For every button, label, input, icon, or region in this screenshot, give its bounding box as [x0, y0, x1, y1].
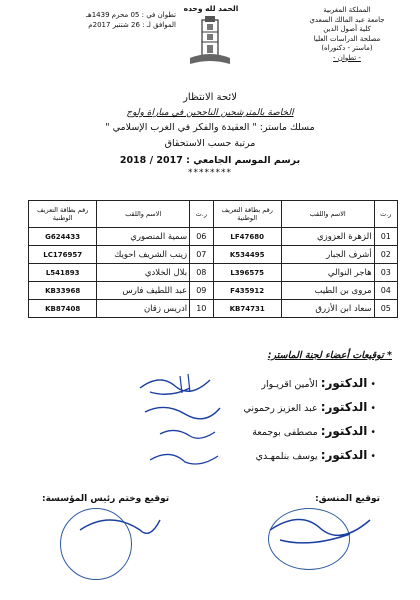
- table-row: [29, 300, 398, 318]
- name-cell: عبد اللطيف فارس: [97, 282, 190, 300]
- member-prefix: الدكتور:: [320, 400, 368, 414]
- table-row: [29, 282, 398, 300]
- separator-stars: ********: [188, 168, 232, 178]
- name-cell: بلال الخلادي: [97, 264, 190, 282]
- rank-cell: 04: [374, 282, 397, 300]
- member-prefix: الدكتور:: [320, 448, 368, 462]
- rank-cell: 07: [190, 246, 213, 264]
- id-cell: KB74731: [213, 300, 281, 318]
- name-cell: أشرف الجبار: [281, 246, 374, 264]
- institution-line: المملكة المغربية: [323, 6, 371, 14]
- id-cell: L396575: [213, 264, 281, 282]
- id-cell: LF47680: [213, 228, 281, 246]
- name-cell: هاجر النوالي: [281, 264, 374, 282]
- basmala-heading: الحمد لله وحده: [183, 4, 239, 13]
- rank-cell: 08: [190, 264, 213, 282]
- list-subtitle: الخاصة بالمترشحين الناجحين في مباراة ولوج: [126, 108, 294, 118]
- date-block: [56, 10, 176, 30]
- institution-line: (ماستر - دكتوراه): [321, 44, 373, 52]
- table-header-row: [29, 201, 398, 228]
- president-signature-label: توقيع وختم رئيس المؤسسة:: [42, 494, 170, 504]
- date-hijri: تطوان في : 05 محرم 1439هـ: [85, 11, 176, 19]
- rank-cell: 09: [190, 282, 213, 300]
- name-cell: سعاد ابن الأزرق: [281, 300, 374, 318]
- rank-cell: 10: [190, 300, 213, 318]
- name-cell: ادريس زقان: [97, 300, 190, 318]
- name-cell: الزهرة العزوزي: [281, 228, 374, 246]
- name-cell: سمية المنصوري: [97, 228, 190, 246]
- member-prefix: الدكتور:: [320, 424, 368, 438]
- institution-line: كلية أصول الدين: [323, 25, 371, 33]
- list-title: لائحة الانتظار: [183, 92, 237, 103]
- institution-header: [288, 6, 406, 63]
- committee-signatures-title: * توقيعات أعضاء لجنة الماستر:: [267, 350, 392, 361]
- col-header-name: الاسم واللقب: [97, 201, 190, 228]
- id-cell: L541893: [29, 264, 97, 282]
- col-header-rank: ر.ت: [374, 201, 397, 228]
- col-header-name: الاسم واللقب: [281, 201, 374, 228]
- name-cell: زينب الشريف احويك: [97, 246, 190, 264]
- academic-year: برسم الموسم الجامعي : 2017 / 2018: [119, 155, 301, 166]
- institution-line: مصلحة الدراسات العليا: [313, 34, 381, 43]
- id-cell: KB87408: [29, 300, 97, 318]
- col-header-rank: ر.ت: [190, 201, 213, 228]
- col-header-id: رقم بطاقة التعريف الوطنية: [213, 201, 281, 228]
- id-cell: K534495: [213, 246, 281, 264]
- rank-cell: 05: [374, 300, 397, 318]
- program-name: مسلك ماستر: " العقيدة والفكر في الغرب الإسلامي ": [105, 122, 315, 133]
- id-cell: LC176957: [29, 246, 97, 264]
- committee-member: • الدكتور: مصطفى بوجمعة: [252, 424, 376, 438]
- rank-cell: 01: [374, 228, 397, 246]
- member-prefix: الدكتور:: [320, 376, 368, 390]
- coordinator-signature-label: توقيع المنسق:: [315, 494, 380, 504]
- rank-cell: 02: [374, 246, 397, 264]
- institution-line: جامعة عبد المالك السعدي: [309, 15, 385, 24]
- results-table: [28, 200, 398, 318]
- rank-cell: 06: [190, 228, 213, 246]
- table-row: [29, 228, 398, 246]
- member-name: مصطفى بوجمعة: [252, 427, 318, 438]
- id-cell: KB33968: [29, 282, 97, 300]
- col-header-id: رقم بطاقة التعريف الوطنية: [29, 201, 97, 228]
- table-row: [29, 246, 398, 264]
- committee-member: • الدكتور: الأمين اقريـوار: [261, 376, 376, 390]
- member-name: عبد العزيز رحموني: [243, 403, 318, 414]
- id-cell: F435912: [213, 282, 281, 300]
- table-row: [29, 264, 398, 282]
- name-cell: مروى بن الطيب: [281, 282, 374, 300]
- coordinator-signature-icon: [260, 500, 380, 560]
- committee-member: • الدكتور: عبد العزيز رحموني: [243, 400, 376, 414]
- rank-cell: 03: [374, 264, 397, 282]
- handwritten-signatures-icon: [130, 368, 230, 478]
- id-cell: G624433: [29, 228, 97, 246]
- president-signature-icon: [50, 500, 170, 570]
- member-name: الأمين اقريـوار: [261, 379, 318, 390]
- member-name: يوسف بنلمهـدي: [255, 451, 318, 462]
- date-gregorian: الموافق لـ : 26 شتنبر 2017م: [88, 21, 176, 29]
- ordering-note: مرتبة حسب الاستحقاق: [164, 138, 256, 149]
- committee-member: • الدكتور: يوسف بنلمهـدي: [255, 448, 376, 462]
- university-logo-icon: [186, 14, 234, 68]
- institution-city: - تطوان -: [333, 53, 361, 62]
